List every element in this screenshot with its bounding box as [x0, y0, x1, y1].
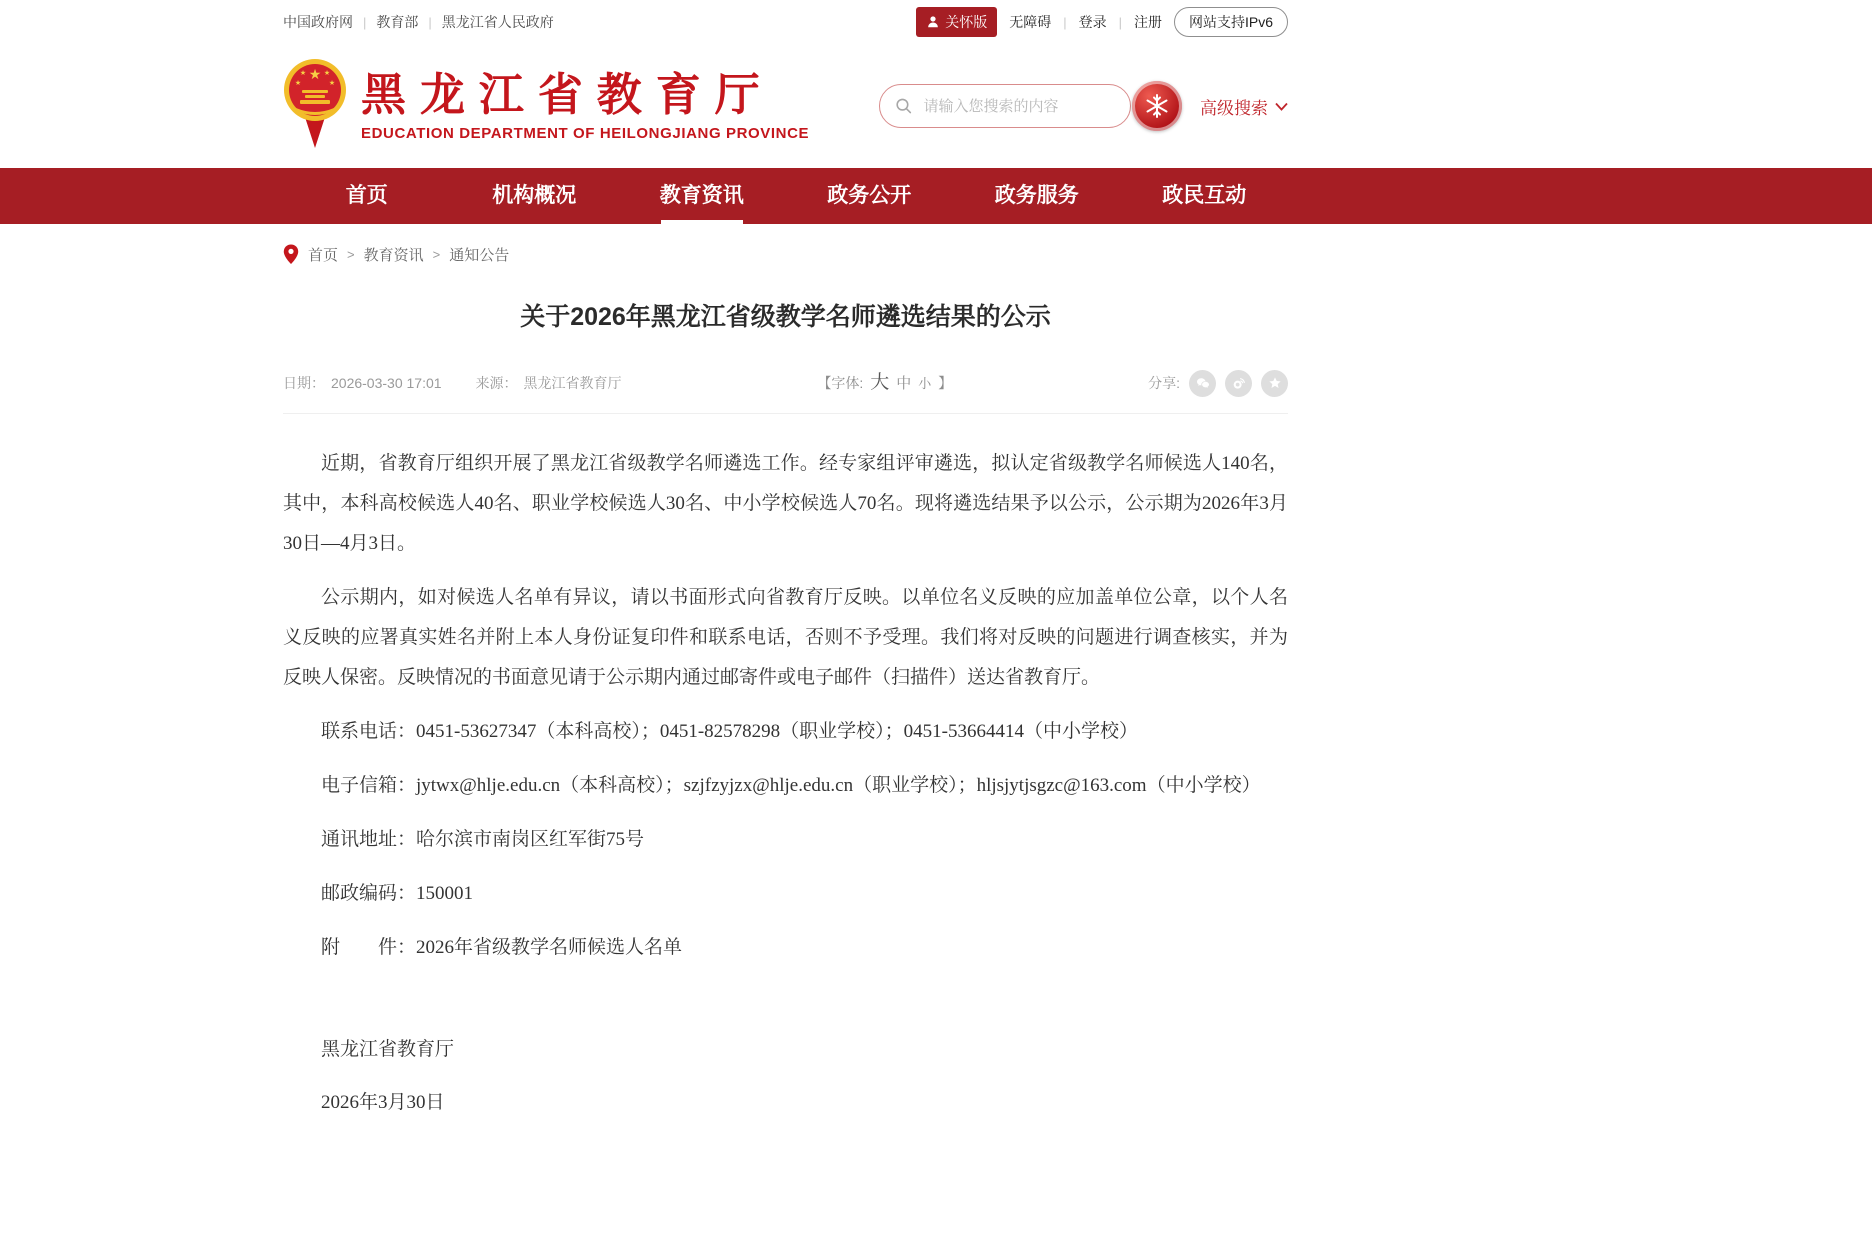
source-value: 黑龙江省教育厅 — [523, 375, 622, 391]
signature-date: 2026年3月30日 — [321, 1091, 445, 1113]
divider: | — [363, 14, 367, 30]
page-title: 关于2026年黑龙江省级教学名师遴选结果的公示 — [520, 303, 1051, 331]
font-size-small-button[interactable]: 小 — [918, 376, 932, 391]
advanced-search-label: 高级搜索 — [1200, 98, 1268, 118]
nav-item-organization[interactable]: 机构概况 — [492, 184, 577, 207]
star-icon — [1267, 375, 1283, 391]
link-heilongjiang-gov[interactable]: 黑龙江省人民政府 — [441, 14, 554, 30]
svg-text:★: ★ — [308, 66, 322, 82]
date-label: 日期： — [283, 375, 325, 391]
font-chooser-suffix: 】 — [938, 375, 953, 391]
login-link[interactable]: 登录 — [1078, 14, 1107, 30]
nav-item-gov-disclosure[interactable]: 政务公开 — [827, 184, 912, 207]
gov-links — [283, 12, 554, 32]
site-title: 黑龙江省教育厅 — [361, 69, 774, 121]
weibo-icon — [1231, 375, 1247, 391]
register-link[interactable]: 注册 — [1133, 14, 1162, 30]
attachment-link[interactable]: 附 件：2026年省级教学名师候选人名单 — [321, 936, 683, 958]
breadcrumb-notices[interactable]: 通知公告 — [449, 247, 510, 264]
contact-email-line: 电子信箱：jytwx@hlje.edu.cn（本科高校）；szjfzyjzx@hlje.edu.cn（职业学校）；hljsjytjsgzc@163.com（中小学校） — [321, 774, 1261, 796]
chevron-down-icon — [1275, 102, 1288, 111]
search-box[interactable] — [879, 84, 1131, 128]
article-body — [283, 444, 1288, 1123]
share-wechat-button[interactable] — [1189, 370, 1216, 397]
nav-item-home[interactable]: 首页 — [345, 184, 388, 207]
svg-text:★: ★ — [323, 70, 331, 77]
link-ministry-education[interactable]: 教育部 — [376, 14, 419, 30]
publish-date: 2026-03-30 17:01 — [331, 375, 442, 391]
share-weibo-button[interactable] — [1225, 370, 1252, 397]
care-mode-label: 关怀版 — [945, 14, 988, 30]
divider: | — [1063, 14, 1067, 30]
share-qzone-button[interactable] — [1261, 370, 1288, 397]
care-mode-button[interactable] — [916, 7, 997, 37]
snowflake-icon — [1144, 93, 1170, 119]
nav-item-education-news[interactable]: 教育资讯 — [618, 168, 786, 224]
breadcrumb-separator: > — [432, 247, 441, 262]
breadcrumb-home[interactable]: 首页 — [308, 247, 339, 264]
breadcrumb-separator: > — [347, 247, 355, 262]
signature-department: 黑龙江省教育厅 — [321, 1038, 455, 1060]
link-china-gov[interactable]: 中国政府网 — [283, 14, 353, 30]
nav-item-public-interaction[interactable]: 政民互动 — [1162, 184, 1247, 207]
person-icon — [926, 15, 940, 29]
main-navigation — [0, 168, 1872, 224]
font-chooser-prefix: 【字体: — [817, 375, 864, 391]
ipv6-support-badge[interactable]: 网站支持IPv6 — [1174, 7, 1288, 37]
nav-item-gov-services[interactable]: 政务服务 — [994, 184, 1079, 207]
share-label: 分享: — [1148, 375, 1180, 391]
location-pin-icon — [283, 244, 299, 265]
svg-text:★: ★ — [299, 70, 307, 77]
site-header — [0, 44, 1872, 168]
svg-text:★: ★ — [328, 80, 336, 87]
font-size-chooser — [817, 367, 952, 394]
share-toolbar — [1148, 370, 1288, 397]
search-icon — [895, 96, 913, 116]
search-submit-button[interactable] — [1132, 81, 1182, 131]
search-input[interactable] — [922, 97, 1115, 116]
postal-code-line: 邮政编码：150001 — [321, 882, 474, 904]
signature-block — [283, 1030, 1288, 1123]
contact-phone-line: 联系电话：0451-53627347（本科高校）；0451-82578298（职业学校）；0451-53664414（中小学校） — [321, 720, 1138, 742]
article-paragraph: 公示期内，如对候选人名单有异议，请以书面形式向省教育厅反映。以单位名义反映的应加盖单位公章，以个人名义反映的应署真实姓名并附上本人身份证复印件和联系电话，否则不予受理。我们将对反映的问题进行调查核实，并为反映人保密。反映情况的书面意见请于公示期内通过邮寄件或电子邮件（扫描件）送达省教育厅。 — [283, 586, 1288, 688]
font-size-medium-button[interactable]: 中 — [896, 375, 912, 392]
site-subtitle: EDUCATION DEPARTMENT OF HEILONGJIANG PROVINCE — [361, 124, 810, 142]
source-label: 来源： — [475, 375, 518, 391]
divider: | — [428, 14, 432, 30]
breadcrumb — [283, 244, 1288, 265]
wechat-icon — [1195, 375, 1211, 391]
accessibility-link[interactable]: 无障碍 — [1009, 14, 1052, 30]
mail-address-line: 通讯地址：哈尔滨市南岗区红军街75号 — [321, 828, 645, 850]
breadcrumb-education-news[interactable]: 教育资讯 — [363, 247, 424, 264]
top-utility-bar — [0, 0, 1872, 44]
advanced-search-toggle[interactable] — [1200, 94, 1288, 119]
divider: | — [1118, 14, 1122, 30]
svg-text:★: ★ — [294, 80, 302, 87]
article-paragraph: 近期，省教育厅组织开展了黑龙江省级教学名师遴选工作。经专家组评审遴选，拟认定省级教学名师候选人140名，其中，本科高校候选人40名、职业学校候选人30名、中小学校候选人70名。现将遴选结果予以公示，公示期为2026年3月30日—4月3日。 — [283, 452, 1288, 554]
font-size-large-button[interactable]: 大 — [870, 372, 890, 393]
article-meta — [283, 367, 1288, 414]
national-emblem — [283, 58, 347, 154]
site-brand[interactable] — [283, 58, 809, 154]
